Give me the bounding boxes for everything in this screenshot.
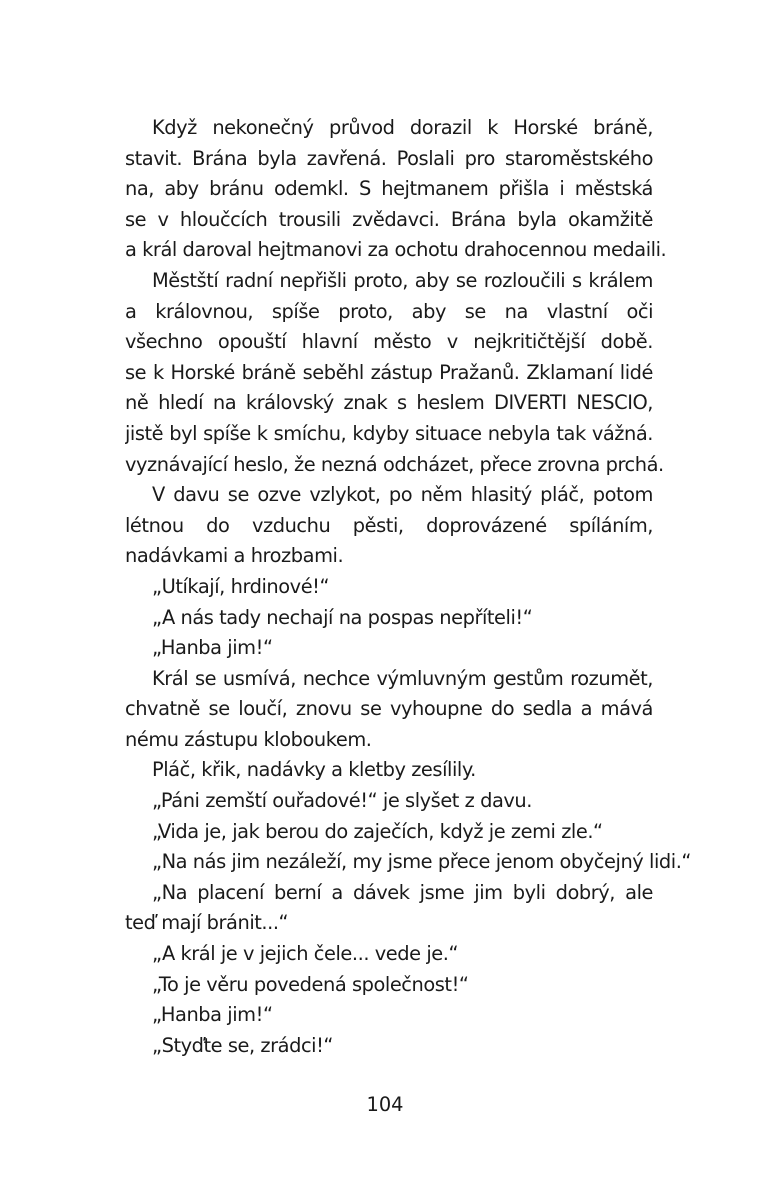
- text-line: „A král je v jejich čele... vede je.“: [152, 942, 459, 966]
- text-line: se v hloučcích trousili zvědavci. Brána byla okamžitě: [125, 207, 653, 231]
- text-line: vyznávající heslo, že nezná odcházet, přece zrovna prchá.: [125, 452, 664, 476]
- text-line: nému zástupu kloboukem.: [125, 727, 372, 751]
- text-line: teď mají bránit...“: [125, 911, 289, 935]
- text-line: stavit. Brána byla zavřená. Poslali pro staroměstského: [125, 146, 653, 170]
- text-line: „To je věru povedená společnost!“: [152, 972, 469, 996]
- text-line: ně hledí na královský znak s heslem DIVERTI NESCIO,: [125, 391, 653, 415]
- text-line: a královnou, spíše proto, aby se na vlastní oči: [125, 299, 653, 323]
- text-line: létnou do vzduchu pěsti, doprovázené spíláním,: [125, 513, 653, 537]
- text-line: nadávkami a hrozbami.: [125, 544, 344, 568]
- text-line: „Na placení berní a dávek jsme jim byli dobrý, ale: [152, 880, 653, 904]
- text-line: Král se usmívá, nechce výmluvným gestům rozumět,: [152, 666, 653, 690]
- text-line: chvatně se loučí, znovu se vyhoupne do sedla a mává: [125, 697, 653, 721]
- text-line: se k Horské bráně seběhl zástup Pražanů. Zklamaní lidé: [125, 360, 653, 384]
- text-line: „Vida je, jak berou do zaječích, když je zemi zle.“: [152, 819, 603, 843]
- text-line: „Na nás jim nezáleží, my jsme přece jenom obyčejný lidi.“: [152, 850, 691, 874]
- text-line: „Utíkají, hrdinové!“: [152, 574, 330, 598]
- text-line: jistě byl spíše k smíchu, kdyby situace nebyla tak vážná.: [125, 421, 653, 445]
- text-line: „A nás tady nechají na pospas nepříteli!“: [152, 605, 533, 629]
- text-line: Pláč, křik, nadávky a kletby zesílily.: [152, 758, 476, 782]
- text-line: Městští radní nepřišli proto, aby se rozloučili s králem: [152, 268, 653, 292]
- text-line: „Páni zemští ouřadové!“ je slyšet z davu.: [152, 789, 532, 813]
- text-line: na, aby bránu odemkl. S hejtmanem přišla i městská: [125, 177, 653, 201]
- text-line: Když nekonečný průvod dorazil k Horské bráně,: [152, 116, 653, 139]
- text-line: „Styďte se, zrádci!“: [152, 1033, 334, 1057]
- text-line: V davu se ozve vzlykot, po něm hlasitý pláč, potom: [152, 483, 653, 507]
- text-line: „Hanba jim!“: [152, 1003, 273, 1027]
- text-line: „Hanba jim!“: [152, 636, 273, 660]
- body-text: [125, 113, 691, 1061]
- text-line: a král daroval hejtmanovi za ochotu drahocennou medaili.: [125, 238, 667, 262]
- text-line: všechno opouští hlavní město v nejkritičtější době.: [125, 330, 653, 354]
- page-number: 104: [366, 1093, 404, 1116]
